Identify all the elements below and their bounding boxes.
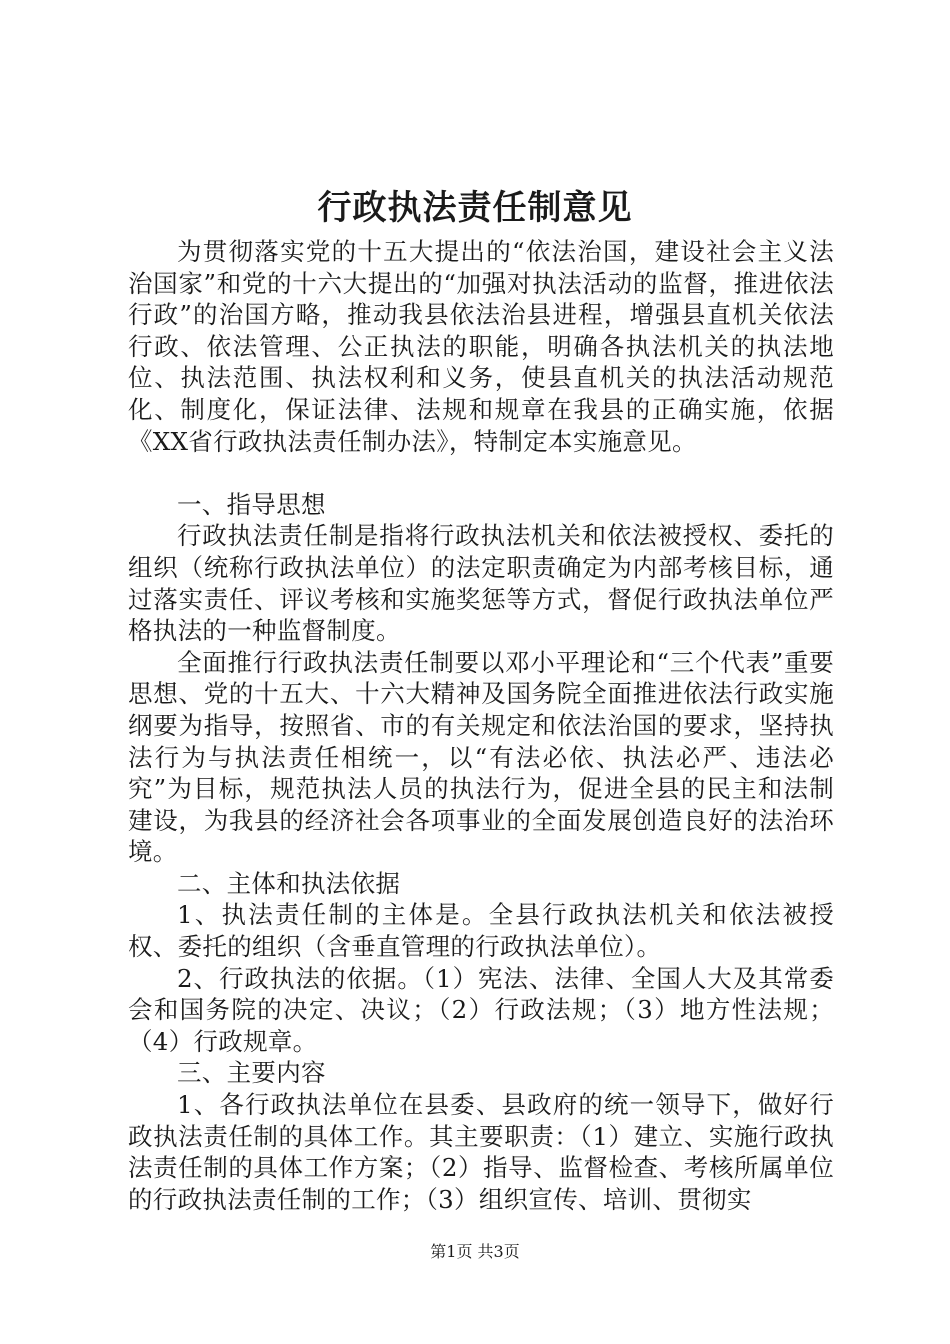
document-title: 行政执法责任制意见 xyxy=(317,188,633,228)
section-heading-guiding-thought: 一、指导思想 xyxy=(177,489,326,519)
paragraph-spacer xyxy=(128,457,834,489)
intro-paragraph: 为贯彻落实党的十五大提出的“依法治国，建设社会主义法治国家”和党的十六大提出的“加强对执法活动的监督，推进依法行政”的治国方略，推动我县依法治县进程，增强县直机关依法行政、依法管理、公正执法的职能，明确各执法机关的执法地位、执法范围、执法权利和义务，使县直机关的执法活动规范化、制度化，保证法律、法规和规章在我县的正确实施，依据《XX省行政执法责任制办法》，特制定本实施意见。 xyxy=(128,237,834,456)
body-paragraph: 全面推行行政执法责任制要以邓小平理论和“三个代表”重要思想、党的十五大、十六大精神及国务院全面推进依法行政实施纲要为指导，按照省、市的有关规定和依法治国的要求，坚持执法行为与执法责任相统一，以“有法必依、执法必严、违法必究”为目标，规范执法人员的执法行为，促进全县的民主和法制建设，为我县的经济社会各项事业的全面发展创造良好的法治环境。 xyxy=(128,647,835,867)
body-paragraph: 2、行政执法的依据。（1）宪法、法律、全国人大及其常委会和国务院的决定、决议；（2）行政法规；（3）地方性法规；（4）行政规章。 xyxy=(128,963,834,1056)
body-paragraph: 1、执法责任制的主体是。全县行政执法机关和依法被授权、委托的组织（含垂直管理的行政执法单位）。 xyxy=(128,900,834,962)
section-heading-main-content: 三、主要内容 xyxy=(177,1058,326,1088)
section-heading-subject-basis: 二、主体和执法依据 xyxy=(177,868,401,898)
body-paragraph: 行政执法责任制是指将行政执法机关和依法被授权、委托的组织（统称行政执法单位）的法定职责确定为内部考核目标，通过落实责任、评议考核和实施奖惩等方式，督促行政执法单位严格执法的一种监督制度。 xyxy=(128,521,834,646)
page-number-footer: 第1页 共3页 xyxy=(430,1242,520,1261)
document-body xyxy=(128,236,834,1215)
body-paragraph: 1、各行政执法单位在县委、县政府的统一领导下，做好行政执法责任制的具体工作。其主要职责：（1）建立、实施行政执法责任制的具体工作方案；（2）指导、监督检查、考核所属单位的行政执法责任制的工作；（3）组织宣传、培训、贯彻实 xyxy=(128,1090,834,1214)
